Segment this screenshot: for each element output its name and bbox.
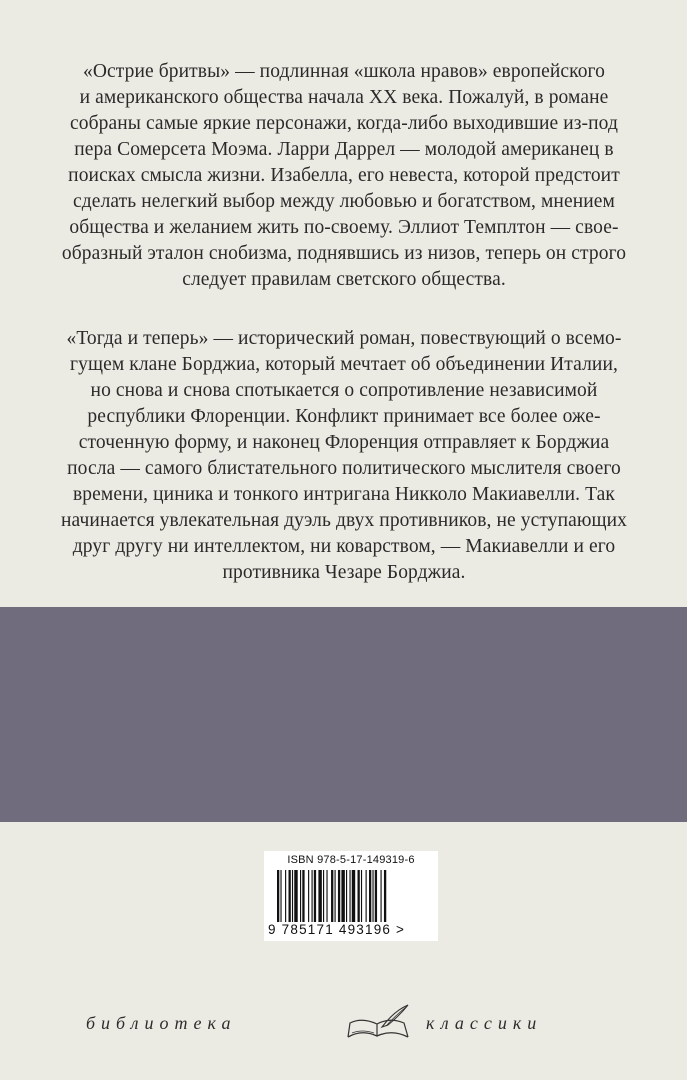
paragraph-line: пера Сомерсета Моэма. Ларри Даррел — молодой американец в	[74, 139, 614, 160]
decorative-color-band	[0, 607, 687, 822]
paragraph-line: «Острие бритвы» — подлинная «школа нравов» европейского	[82, 61, 606, 82]
isbn-label: ISBN 978-5-17-149319-6	[287, 854, 415, 866]
paragraph-line: республики Флоренции. Конфликт принимает все более оже-	[87, 406, 601, 427]
barcode-bars-icon	[277, 870, 427, 922]
series-logo	[0, 1005, 687, 1045]
series-word-right: классики	[426, 1013, 543, 1033]
barcode-digits: 9 785171 493196 >	[268, 922, 406, 937]
paragraph-line: «Тогда и теперь» — исторический роман, повествующий о всемо-	[66, 328, 622, 349]
annotation-paragraph-2	[44, 326, 644, 586]
paragraph-line: поисках смысла жизни. Изабелла, его невеста, которой предстоит	[68, 165, 620, 186]
paragraph-line: противника Чезаре Борджиа.	[222, 562, 466, 583]
paragraph-line: но снова и снова спотыкается о сопротивление независимой	[90, 380, 598, 401]
series-word-left: библиотека	[86, 1013, 237, 1033]
annotation-paragraph-1	[44, 59, 644, 293]
paragraph-line: следует правилам светского общества.	[182, 269, 506, 290]
paragraph-line: времени, циника и тонкого интригана Никколо Макиавелли. Так	[73, 484, 615, 505]
isbn-barcode	[264, 851, 438, 941]
paragraph-line: гущем клане Борджиа, который мечтает об объединении Италии,	[70, 354, 618, 375]
paragraph-line: и американского общества начала XX века. Пожалуй, в романе	[79, 87, 609, 108]
paragraph-line: посла — самого блистательного политического мыслителя своего	[67, 458, 621, 479]
paragraph-line: образный эталон снобизма, поднявшись из низов, теперь он строго	[61, 243, 627, 264]
paragraph-line: сделать нелегкий выбор между любовью и богатством, мнением	[73, 191, 615, 212]
paragraph-line: начинается увлекательная дуэль двух противников, не уступающих	[60, 510, 628, 531]
open-book-quill-icon	[342, 1003, 414, 1043]
paragraph-line: сточенную форму, и наконец Флоренция отправляет к Борджиа	[78, 432, 610, 453]
paragraph-line: общества и желанием жить по-своему. Эллиот Темплтон — свое-	[69, 217, 619, 238]
paragraph-line: друг другу ни интеллектом, ни коварством, — Макиавелли и его	[72, 536, 616, 557]
paragraph-line: собраны самые яркие персонажи, когда-либо выходившие из-под	[70, 113, 618, 134]
